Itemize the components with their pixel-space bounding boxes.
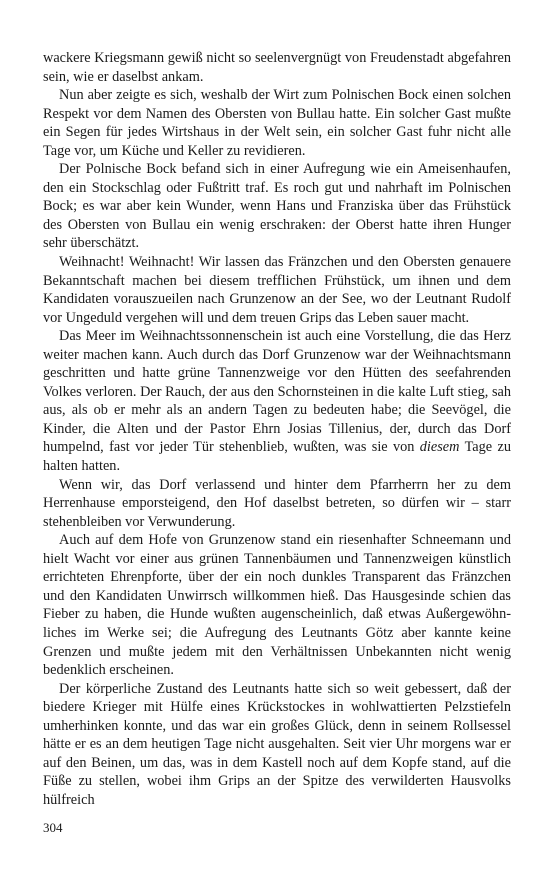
text-segment: Nun aber zeigte es sich, weshalb der Wirt zum Polnischen Bock einen solchen Respekt vor dem Namen des Obersten von Bullau hatte. Ein solcher Gast mußte ein Segen für jedes Wirtshaus in der Welt sein, ein solcher Gast fuhr nicht alle Tage vor, um Küche und Keller zu revidieren. [43, 87, 511, 159]
paragraph [43, 160, 511, 253]
text-segment: Auch auf dem Hofe von Grunzenow stand ein riesenhafter Schneemann und hielt Wacht vor einer aus grünen Tannenbäumen und Tannenzweigen künstlich errichteten Ehrenpforte, über der ein noch dunkles Transparent das Fränzchen und den Kandidaten Unwirrsch willkommen hieß. Das Hausgesinde schien das Fieber zu haben, die Hunde wußten augenscheinlich, daß etwas Außergewöhnliches im Werke sei; die Aufregung des Leutnants Götz aber kannte keine Grenzen und mußte jedem mit den Verhältnissen Unbekannten nicht wenig bedenklich erscheinen. [43, 532, 511, 679]
text-segment: Das Meer im Weihnachtssonnenschein ist auch eine Vorstellung, die das Herz weiter machen kann. Auch durch das Dorf Grunzenow war der Weihnachtsmann geschritten und hatte grüne Tannenzweige vor den Hütten des seefahrenden Volkes verloren. Der Rauch, der aus den Schornsteinen in die kalte Luft stieg, sah aus, als ob er mehr als an andern Tagen zu bedeuten habe; die Seevögel, die Kinder, die Alten und der Pastor Ehrn Josias Tillenius, der, durch das Dorf humpelnd, fast vor jeder Tür stehenblieb, wußten, was sie von [43, 328, 511, 456]
text-segment: Der körperliche Zustand des Leutnants hatte sich so weit gebessert, daß der biedere Krieger mit Hülfe eines Krückstockes in wohlwattierten Pelzstiefeln umherhinken konnte, und das war ein großes Glück, denn in seinem Rollsessel hätte er es an dem heutigen Tage nicht ausgehalten. Seit vier Uhr morgens war er auf den Beinen, um das, was in dem Kastell noch auf dem Kopfe stand, auf die Füße zu stellen, wobei ihm Grips an der Spitze des verwilderten Hausvolks hülfreich [43, 680, 511, 808]
text-segment: Wenn wir, das Dorf verlassend und hinter dem Pfarrherrn her zu dem Herrenhause emporsteigend, den Hof daselbst betreten, so dürfen wir – starr stehenbleiben vor Verwunderung. [43, 476, 511, 530]
page-number: 304 [43, 820, 63, 835]
paragraph [43, 531, 511, 679]
emphasis-text: diesem [419, 439, 460, 456]
text-segment: wackere Kriegsmann gewiß nicht so seelenvergnügt von Freudenstadt abgefahren sein, wie er daselbst ankam. [43, 50, 511, 85]
paragraph [43, 49, 511, 86]
text-segment: Weihnacht! Weihnacht! Wir lassen das Fränzchen und den Obersten genauere Bekanntschaft machen bei diesem trefflichen Frühstück, um ihnen und dem Kandidaten vorauszueilen nach Grunzenow an der See, wo der Leutnant Rudolf vor Ungeduld vergehen will und dem treuen Grips das Leben sauer macht. [43, 254, 511, 326]
paragraph [43, 253, 511, 327]
paragraph [43, 86, 511, 160]
text-segment: Der Polnische Bock befand sich in einer Aufregung wie ein Ameisenhaufen, den ein Stockschlag oder Fußtritt traf. Es roch gut und nahrhaft im Polnischen Bock; es war aber kein Wunder, wenn Hans und Franziska über das Frühstück des Obersten von Bullau ein wenig erschraken: der Oberst hatte ihren Hunger sehr überschätzt. [43, 161, 511, 252]
text-segment: Tage zu halten hatten. [43, 439, 511, 475]
paragraph [43, 476, 511, 532]
page-body-text [43, 49, 511, 809]
paragraph [43, 680, 511, 810]
paragraph [43, 327, 511, 475]
